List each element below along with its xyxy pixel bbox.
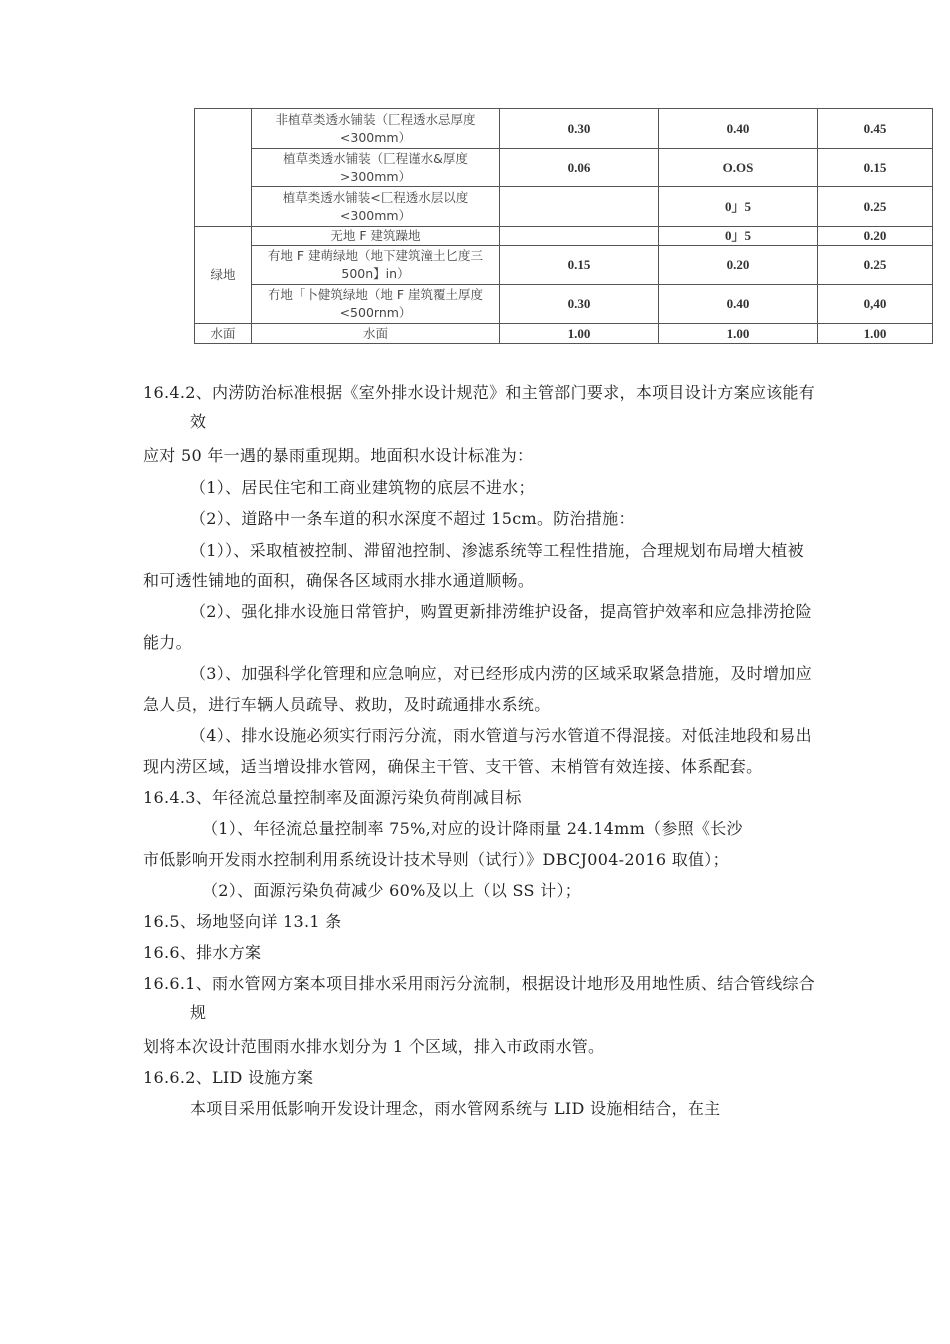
surface-type-cell: 水面 <box>252 324 500 344</box>
paragraph-line: 应对 50 年一遇的暴雨重现期。地面积水设计标准为： <box>143 446 534 465</box>
table-row <box>195 246 933 285</box>
table-row <box>195 187 933 227</box>
section-heading: 16.6.2、LID 设施方案 <box>143 1068 314 1087</box>
list-item: （1）、年径流总量控制率 75%,对应的设计降雨量 24.14mm（参照《长沙 <box>202 819 743 838</box>
value-cell: 1.00 <box>659 324 818 344</box>
value-cell: 0.40 <box>659 109 818 149</box>
surface-type-cell: 无地 F 建筑躁地 <box>252 227 500 246</box>
value-cell: 0.25 <box>818 246 933 285</box>
surface-type-cell: 植草类透水铺装<匚程透水层以度 <300mm） <box>252 187 500 227</box>
table-row <box>195 109 933 149</box>
category-cell: 绿地 <box>195 227 252 324</box>
paragraph-line: 市低影响开发雨水控制利用系统设计技术导则（试行）》DBCJ004-2016 取值）； <box>143 850 729 869</box>
paragraph-line: 能力。 <box>143 633 192 652</box>
value-cell: 0.40 <box>659 285 818 324</box>
table-row <box>195 324 933 344</box>
value-cell: 0.06 <box>500 149 659 187</box>
value-cell: 0,40 <box>818 285 933 324</box>
value-cell: 1.00 <box>500 324 659 344</box>
value-cell: 0.15 <box>818 149 933 187</box>
list-item: （2）、强化排水设施日常管护，购置更新排涝维护设备，提高管护效率和应急排涝抢险 <box>190 602 812 621</box>
value-cell: 0」5 <box>659 227 818 246</box>
value-cell <box>500 187 659 227</box>
value-cell: 0.30 <box>500 285 659 324</box>
list-item: （2）、面源污染负荷减少 60%及以上（以 SS 计）； <box>202 881 582 900</box>
table-row <box>195 285 933 324</box>
list-item: （2）、道路中一条车道的积水深度不超过 15cm。防治措施： <box>190 509 635 528</box>
value-cell: 0」5 <box>659 187 818 227</box>
list-item: （4）、排水设施必须实行雨污分流，雨水管道与污水管道不得混接。对低洼地段和易出 <box>190 726 812 745</box>
value-cell: 0.20 <box>818 227 933 246</box>
surface-type-cell: 冇地「卜健筑绿地（地 F 崖筑覆土厚度 <500rnm） <box>252 285 500 324</box>
surface-type-cell: 植草类透水铺装（匚程谨水&厚度 >300mm） <box>252 149 500 187</box>
paragraph-line: 本项目采用低影响开发设计理念，雨水管网系统与 LID 设施相结合，在主 <box>190 1099 721 1118</box>
category-cell: 水面 <box>195 324 252 344</box>
value-cell: O.OS <box>659 149 818 187</box>
section-heading: 16.5、场地竖向详 13.1 条 <box>143 912 342 931</box>
value-cell: 1.00 <box>818 324 933 344</box>
paragraph-line: 规 <box>190 1003 207 1022</box>
table-row <box>195 149 933 187</box>
surface-type-cell: 有地 F 建萌绿地（地下建筑潼土匕度三 500n】in） <box>252 246 500 285</box>
value-cell: 0.15 <box>500 246 659 285</box>
paragraph-line: 划将本次设计范围雨水排水划分为 1 个区域，排入市政雨水管。 <box>143 1037 605 1056</box>
runoff-coefficient-table <box>194 108 933 344</box>
paragraph-line: 效 <box>190 412 207 431</box>
list-item: （1））、采取植被控制、滞留池控制、渗滤系统等工程性措施，合理规划布局增大植被 <box>190 541 804 560</box>
section-heading: 16.6、排水方案 <box>143 943 262 962</box>
paragraph-line: 急人员，进行车辆人员疏导、救助，及时疏通排水系统。 <box>143 695 551 714</box>
category-cell <box>195 109 252 227</box>
value-cell: 0.30 <box>500 109 659 149</box>
section-heading: 16.6.1、雨水管网方案本项目排水采用雨污分流制，根据设计地形及用地性质、结合管线综合 <box>143 974 816 993</box>
value-cell: 0.45 <box>818 109 933 149</box>
list-item: （3）、加强科学化管理和应急响应，对已经形成内涝的区域采取紧急措施，及时增加应 <box>190 664 812 683</box>
section-heading: 16.4.3、年径流总量控制率及面源污染负荷削减目标 <box>143 788 522 807</box>
value-cell <box>500 227 659 246</box>
surface-type-cell: 非植草类透水铺装（匚程透水忌厚度 <300mm） <box>252 109 500 149</box>
paragraph-line: 16.4.2、内涝防治标准根据《室外排水设计规范》和主管部门要求，本项目设计方案应该能有 <box>143 383 816 402</box>
value-cell: 0.25 <box>818 187 933 227</box>
paragraph-line: 现内涝区域，适当增设排水管网，确保主干管、支干管、末梢管有效连接、体系配套。 <box>143 757 763 776</box>
paragraph-line: 和可透性铺地的面积，确保各区域雨水排水通道顺畅。 <box>143 571 535 590</box>
list-item: （1）、居民住宅和工商业建筑物的底层不进水； <box>190 478 535 497</box>
value-cell: 0.20 <box>659 246 818 285</box>
table-row <box>195 227 933 246</box>
